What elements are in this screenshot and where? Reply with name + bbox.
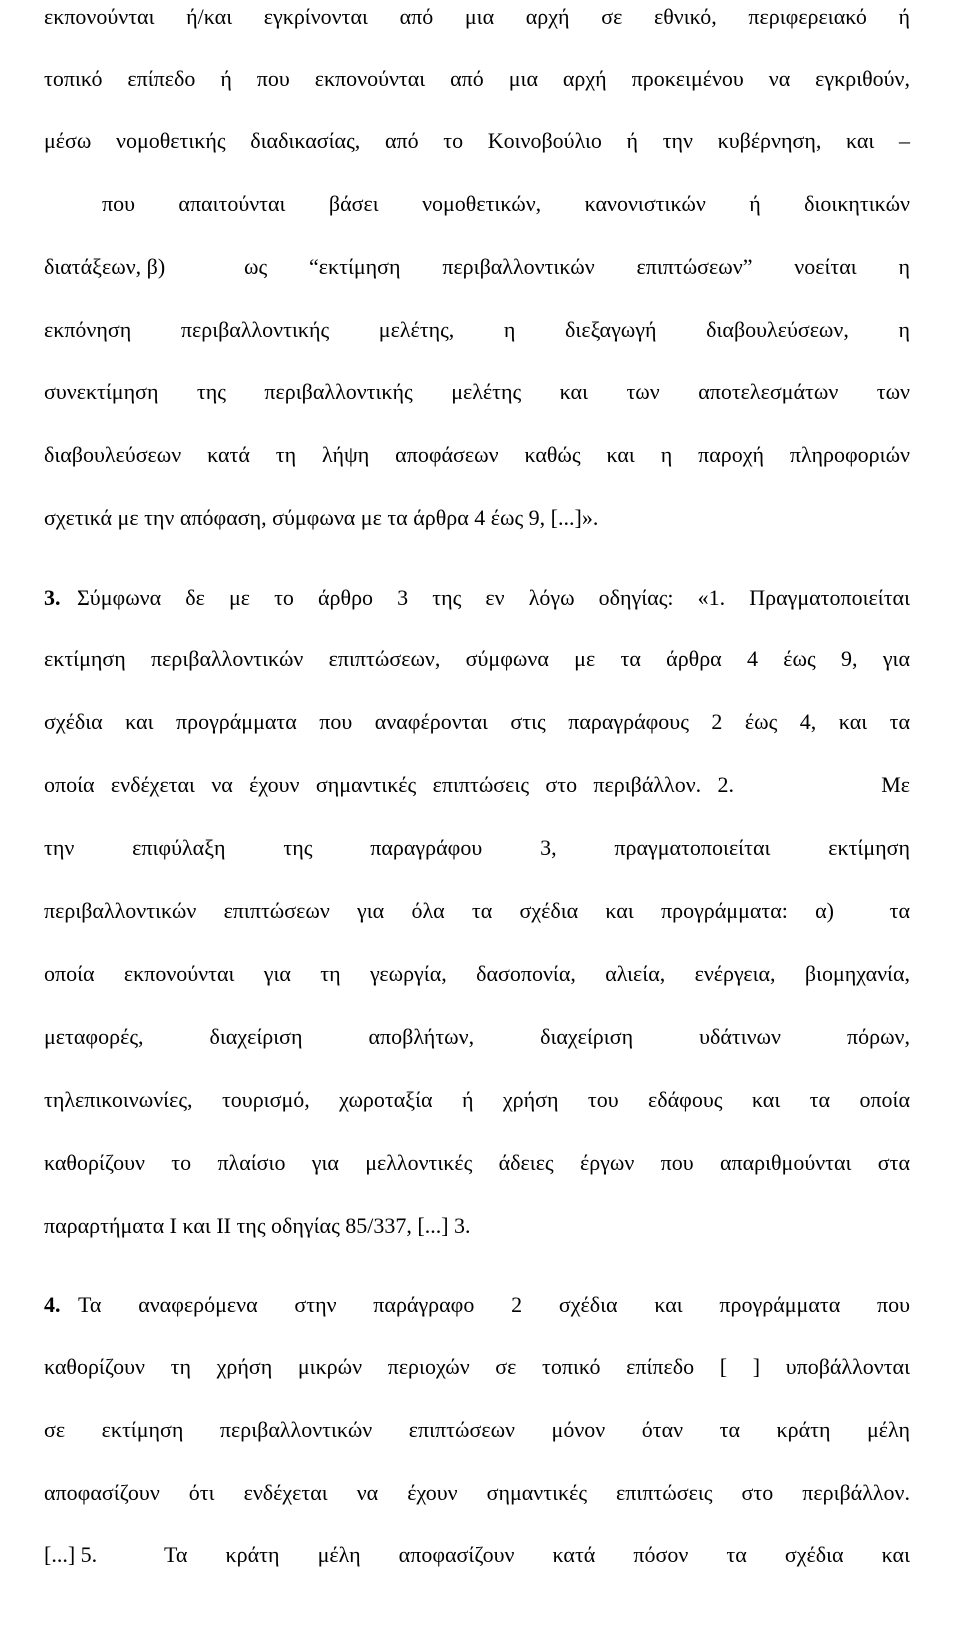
- text-segment: Σύμφωνα δε με το άρθρο 3 της εν λόγω οδηγίας: «1. Πραγματοποιείται: [77, 585, 910, 610]
- text-segment: Με: [881, 772, 910, 797]
- text-line: [44, 252, 910, 282]
- text-segment: διατάξεων, β): [44, 254, 166, 279]
- text-line: καθορίζουν το πλαίσιο για μελλοντικές άδειες έργων που απαριθμούνται στα: [44, 1150, 910, 1175]
- text-line: σχετικά με την απόφαση, σύμφωνα με τα άρθρα 4 έως 9, [...]».: [44, 505, 599, 530]
- text-segment: τα: [889, 898, 910, 923]
- text-line: εκπόνηση περιβαλλοντικής μελέτης, η διεξαγωγή διαβουλεύσεων, η: [44, 317, 910, 342]
- paragraph-number: 3.: [44, 585, 61, 610]
- text-segment: ως “εκτίμηση περιβαλλοντικών επιπτώσεων” νοείται η: [244, 254, 910, 279]
- text-line: μέσω νομοθετικής διαδικασίας, από το Κοινοβούλιο ή την κυβέρνηση, και –: [44, 128, 910, 153]
- text-line: αποφασίζουν ότι ενδέχεται να έχουν σημαντικές επιπτώσεις στο περιβάλλον.: [44, 1480, 910, 1505]
- text-line: την επιφύλαξη της παραγράφου 3, πραγματοποιείται εκτίμηση: [44, 835, 910, 860]
- text-line: μεταφορές, διαχείριση αποβλήτων, διαχείριση υδάτινων πόρων,: [44, 1024, 910, 1049]
- text-line: καθορίζουν τη χρήση μικρών περιοχών σε τοπικό επίπεδο [ ] υποβάλλονται: [44, 1354, 910, 1379]
- text-line: εκτίμηση περιβαλλοντικών επιπτώσεων, σύμφωνα με τα άρθρα 4 έως 9, για: [44, 646, 910, 671]
- paragraph-3-first-line: [44, 583, 910, 613]
- text-line: [44, 770, 910, 800]
- text-line: οποία εκπονούνται για τη γεωργία, δασοπονία, αλιεία, ενέργεια, βιομηχανία,: [44, 961, 910, 986]
- text-segment: [...] 5.: [44, 1542, 98, 1567]
- text-line: τηλεπικοινωνίες, τουρισμό, χωροταξία ή χρήση του εδάφους και τα οποία: [44, 1087, 910, 1112]
- text-line: που απαιτούνται βάσει νομοθετικών, κανονιστικών ή διοικητικών: [102, 191, 910, 216]
- paragraph-4-first-line: [44, 1290, 910, 1320]
- text-segment: οποία ενδέχεται να έχουν σημαντικές επιπτώσεις στο περιβάλλον. 2.: [44, 772, 734, 797]
- text-segment: Τα κράτη μέλη αποφασίζουν κατά πόσον τα σχέδια και: [164, 1542, 910, 1567]
- text-line: [44, 1540, 910, 1570]
- text-segment: Τα αναφερόμενα στην παράγραφο 2 σχέδια και προγράμματα που: [78, 1292, 910, 1317]
- text-line: παραρτήματα Ι και ΙΙ της οδηγίας 85/337, [...] 3.: [44, 1213, 471, 1238]
- text-line: τοπικό επίπεδο ή που εκπονούνται από μια αρχή προκειμένου να εγκριθούν,: [44, 66, 910, 91]
- text-line: σε εκτίμηση περιβαλλοντικών επιπτώσεων μόνον όταν τα κράτη μέλη: [44, 1417, 910, 1442]
- text-line: διαβουλεύσεων κατά τη λήψη αποφάσεων καθώς και η παροχή πληροφοριών: [44, 442, 910, 467]
- text-line: [44, 896, 910, 926]
- paragraph-number: 4.: [44, 1292, 61, 1317]
- text-line: εκπονούνται ή/και εγκρίνονται από μια αρχή σε εθνικό, περιφερειακό ή: [44, 4, 910, 29]
- text-segment: περιβαλλοντικών επιπτώσεων για όλα τα σχέδια και προγράμματα: α): [44, 898, 834, 923]
- text-line: σχέδια και προγράμματα που αναφέρονται στις παραγράφους 2 έως 4, και τα: [44, 709, 910, 734]
- text-line: συνεκτίμηση της περιβαλλοντικής μελέτης και των αποτελεσμάτων των: [44, 379, 910, 404]
